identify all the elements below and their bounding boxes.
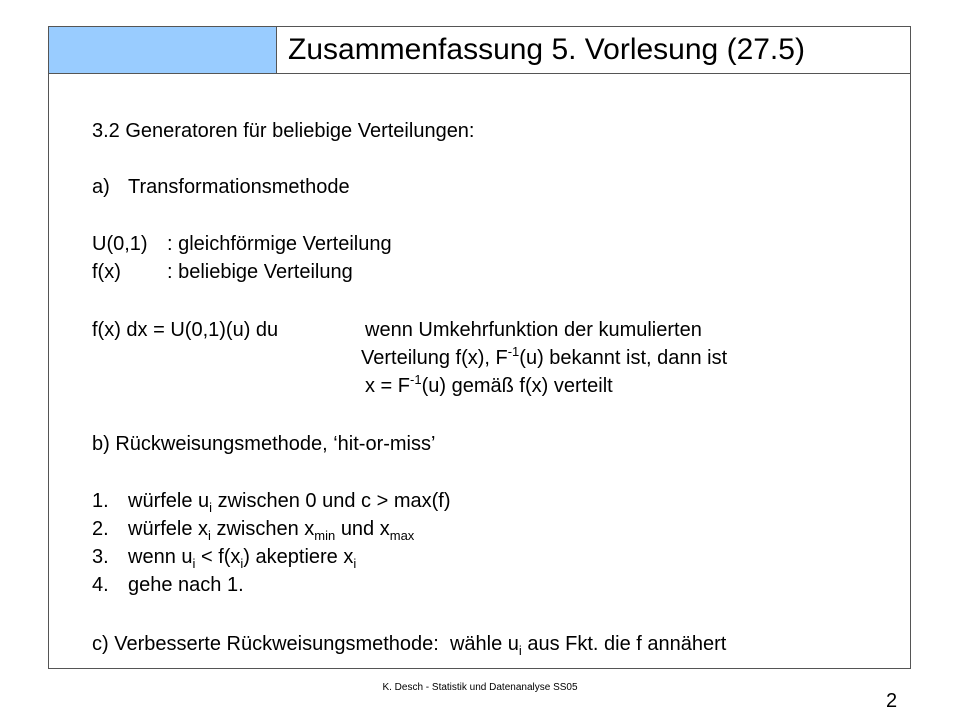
title-bar bbox=[49, 27, 910, 74]
item-c-text: c) Verbesserte Rückweisungsmethode: wähle $u_i$ aus Fkt. die f annähert bbox=[92, 633, 727, 658]
footer-text: K. Desch - Statistik und Datenanalyse SS05 bbox=[382, 682, 578, 693]
step-3-number: 3. bbox=[92, 546, 109, 568]
equation-note-1: wenn Umkehrfunktion der kumulierten bbox=[365, 319, 702, 341]
slide-title: Zusammenfassung 5. Vorlesung (27.5) bbox=[288, 33, 805, 66]
item-b-heading: b) Rückweisungsmethode, ‘hit-or-miss’ bbox=[92, 433, 436, 455]
step-1-text: würfele $u_i$ zwischen 0 und c > max(f) bbox=[128, 490, 451, 515]
step-4-text: gehe nach 1. bbox=[128, 574, 244, 596]
u-definition-label: U(0,1) bbox=[92, 233, 148, 255]
equation-note-3: $x = F^{-1}(u)$ gemäß f(x) verteilt bbox=[365, 372, 613, 397]
item-a-marker: a) bbox=[92, 176, 110, 198]
equation-note-2: Verteilung f(x), $F^{-1}(u)$ bekannt ist, dann ist bbox=[361, 344, 728, 369]
section-heading: 3.2 Generatoren für beliebige Verteilungen: bbox=[92, 120, 475, 142]
f-definition-text: : beliebige Verteilung bbox=[167, 261, 353, 283]
u-definition-text: : gleichförmige Verteilung bbox=[167, 233, 392, 255]
f-definition-label: f(x) bbox=[92, 261, 121, 283]
item-a-text: Transformationsmethode bbox=[128, 176, 350, 198]
page-number: 2 bbox=[886, 690, 898, 712]
step-1-number: 1. bbox=[92, 490, 109, 512]
step-4-number: 4. bbox=[92, 574, 109, 596]
title-accent-block bbox=[49, 27, 277, 73]
step-2-text: würfele $x_i$ zwischen $x_{min}$ und $x_{max}$ bbox=[128, 518, 415, 543]
equation-lhs: f(x) dx = U(0,1)(u) du bbox=[92, 319, 279, 341]
step-2-number: 2. bbox=[92, 518, 109, 540]
step-3-text: wenn $u_i < f(x_i)$ akeptiere $x_i$ bbox=[128, 546, 357, 571]
